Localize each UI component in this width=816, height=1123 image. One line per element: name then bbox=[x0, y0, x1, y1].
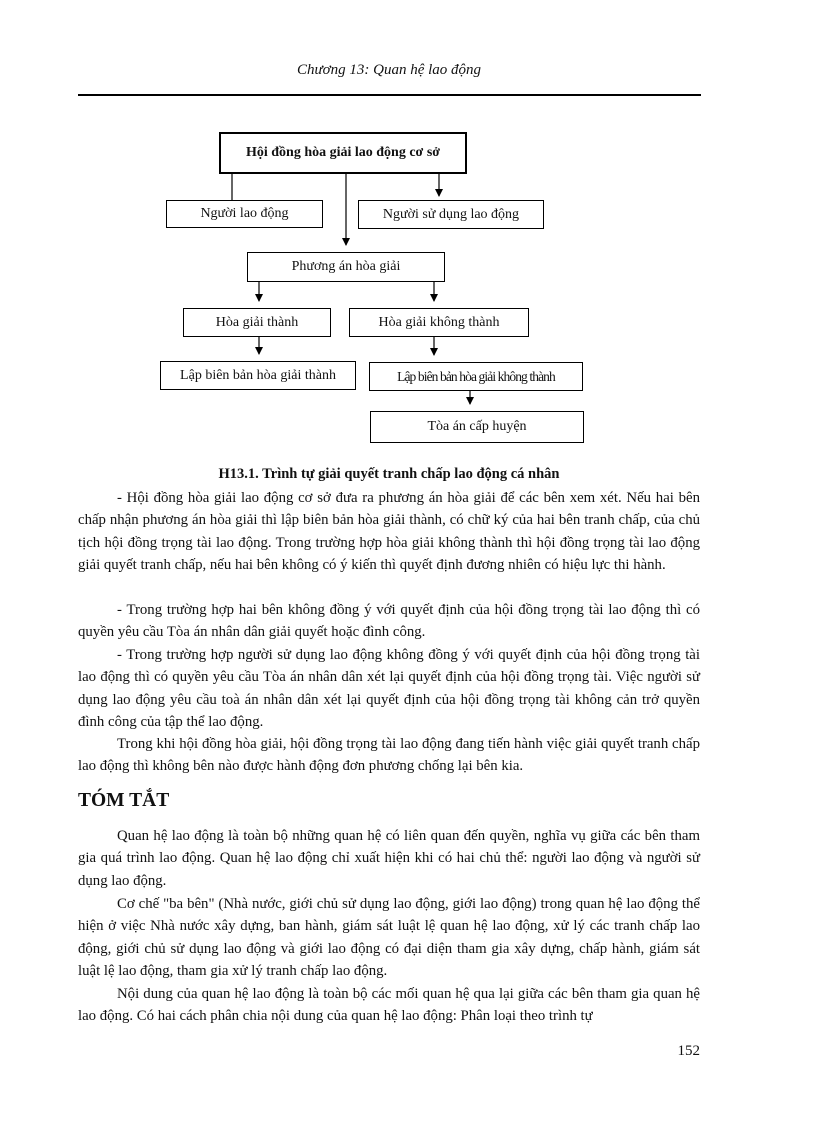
paragraph-2: - Trong trường hợp hai bên không đồng ý với quyết định của hội đồng trọng tài lao động thì có quyền yêu cầu Tòa án nhân dân giải quyết hoặc đình công. bbox=[78, 602, 700, 641]
council-label: Hội đồng hòa giải lao động cơ sở bbox=[245, 145, 441, 160]
employer-box bbox=[358, 200, 544, 229]
failure-record-box bbox=[369, 362, 583, 391]
summary-heading: TÓM TẮT bbox=[78, 790, 170, 811]
court-box bbox=[370, 411, 584, 443]
court-label: Tòa án cấp huyện bbox=[427, 419, 527, 434]
success-label: Hòa giải thành bbox=[215, 314, 299, 330]
worker-box bbox=[166, 200, 323, 228]
worker-label: Người lao động bbox=[200, 206, 289, 221]
summary-paragraph-2: Cơ chế "ba bên" (Nhà nước, giới chủ sử dụng lao động, giới lao động) trong quan hệ lao động thể hiện ở việc Nhà nước xây dựng, ban hành, giám sát luật lệ quan hệ lao động, xử lý các tranh chấp lao động, giới chủ sử dụng lao động và giới lao động có đại diện tham gia xây dựng, chấp hành, giám sát luật lệ lao động, tham gia xử lý tranh chấp lao động. bbox=[78, 896, 700, 980]
council-box bbox=[219, 132, 467, 174]
failure-box bbox=[349, 308, 529, 337]
page-number: 152 bbox=[677, 1043, 700, 1059]
plan-label: Phương án hòa giải bbox=[291, 259, 401, 274]
paragraph-3: - Trong trường hợp người sử dụng lao động không đồng ý với quyết định của hội đồng trọng tài lao động thì có quyền yêu cầu Tòa án nhân dân xét lại quyết định của hội đồng trọng tài. Việc người sử dụng lao động yêu cầu toà án nhân dân xét lại quyết định của hội đồng trọng tài không cản trở quyền đình công của tập thể lao động. bbox=[78, 647, 700, 731]
flowchart-connectors bbox=[0, 0, 816, 460]
paragraph-4: Trong khi hội đồng hòa giải, hội đồng trọng tài lao động đang tiến hành việc giải quyết tranh chấp lao động thì không bên nào được hành động đơn phương chống lại bên kia. bbox=[78, 736, 700, 775]
plan-box bbox=[247, 252, 445, 282]
failure-label: Hòa giải không thành bbox=[378, 314, 500, 330]
paragraph-1: - Hội đồng hòa giải lao động cơ sở đưa ra phương án hòa giải để các bên xem xét. Nếu hai bên chấp nhận phương án hòa giải thì lập biên bản hòa giải thành, có chữ ký của hai bên tranh chấp, của chủ tịch hội đồng trọng tài lao động. Trong trường hợp hòa giải không thành thì hội đồng trọng tài lao động giải quyết tranh chấp, nếu hai bên không có ý kiến thì quyết định đương nhiên có hiệu lực thi hành. bbox=[78, 490, 700, 574]
success-box bbox=[183, 308, 331, 337]
success-record-label: Lập biên bản hòa giải thành bbox=[180, 367, 336, 383]
figure-caption: H13.1. Trình tự giải quyết tranh chấp lao động cá nhân bbox=[218, 466, 560, 482]
failure-record-label: Lập biên bản hòa giải không thành bbox=[397, 368, 555, 384]
chapter-header: Chương 13: Quan hệ lao động bbox=[296, 62, 482, 78]
summary-paragraph-3: Nội dung của quan hệ lao động là toàn bộ các mối quan hệ qua lại giữa các bên tham gia quan hệ lao động. Có hai cách phân chia nội dung của quan hệ lao động: Phân loại theo trình tự bbox=[78, 986, 700, 1025]
employer-label: Người sử dụng lao động bbox=[382, 206, 520, 222]
summary-paragraph-1: Quan hệ lao động là toàn bộ những quan hệ có liên quan đến quyền, nghĩa vụ giữa các bên tham gia quá trình lao động. Quan hệ lao động chỉ xuất hiện khi có hai chủ thể: người lao động và người sử dụng lao động. bbox=[78, 828, 700, 889]
success-record-box bbox=[160, 361, 356, 390]
